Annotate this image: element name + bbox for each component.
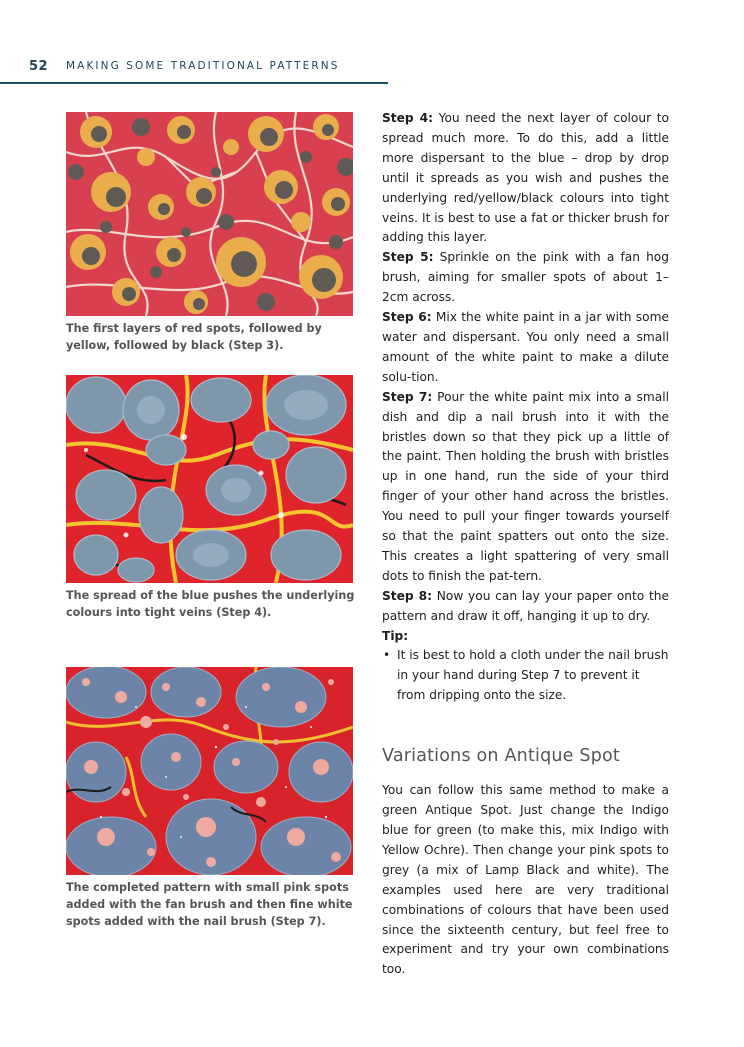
step-text: You need the next layer of colour to spread much more. To do this, add a little more dispersant to the blue – drop by drop until it spreads as you wish and pushes the underlying red/yellow/black colours into tight veins. It is best to use a fat or thicker brush for adding this layer. [382, 111, 669, 245]
figure-caption: The spread of the blue pushes the underlying colours into tight veins (Step 4). [66, 589, 355, 619]
step-label: Step 8: [382, 588, 433, 603]
tip-list [382, 646, 669, 706]
figure-caption: The completed pattern with small pink spots added with the fan brush and then fine white spots added with the nail brush (Step 7). [66, 881, 353, 928]
step-5-paragraph [382, 248, 669, 308]
step-label: Step 7: [382, 389, 433, 404]
step-6-paragraph [382, 308, 669, 388]
tip-item [382, 646, 669, 706]
variations-paragraph: You can follow this same method to make a green Antique Spot. Just change the Indigo blue for green (to make this, mix Indigo with Yellow Ochre). Then change your pink spots to grey (a mix of Lamp Black and white). The examples used here are very traditional combinations of colours that have been used since the sixteenth century, but feel free to experiment and try your own combinations too. [382, 783, 669, 977]
step-text: Mix the white paint in a jar with some water and dispersant. You only need a small amount of the white paint to make a dilute solu-tion. [382, 310, 669, 384]
step-text: Sprinkle on the pink with a fan hog brush, aiming for smaller spots of about 1–2cm across. [382, 250, 669, 305]
figure-step-3 [66, 112, 353, 354]
tip-label: Tip: [382, 628, 409, 643]
step-label: Step 6: [382, 310, 432, 325]
step-label: Step 4: [382, 111, 433, 125]
step-label: Step 5: [382, 250, 434, 265]
step-text: Now you can lay your paper onto the pattern and draw it off, hanging it up to dry. [382, 588, 669, 623]
page-number: 52 [29, 59, 49, 74]
marbled-paper-image-red-spots [66, 112, 353, 316]
step-7-paragraph [382, 388, 669, 587]
figure-step-7 [66, 667, 353, 930]
step-text: Pour the white paint mix into a small dish and dip a nail brush into it with the bristles down so that they pick up a little of the paint. Then holding the brush with bristles up in one hand, run the side of your third finger of your other hand across the bristles. You need to pull your finger towards yourself so that the paint spatters out onto the size. This creates a light spattering of very small dots to finish the pat-tern. [382, 389, 669, 583]
step-4-paragraph [382, 109, 669, 248]
figure-step-4 [66, 375, 353, 621]
marbled-paper-image-blue-veins [66, 375, 353, 583]
tip-text: It is best to hold a cloth under the nail brush in your hand during Step 7 to prevent it from dripping onto the size. [397, 648, 669, 703]
step-8-paragraph [382, 587, 669, 627]
variations-heading: Variations on Antique Spot [382, 746, 620, 767]
bullet-icon: • [383, 648, 391, 663]
marbled-paper-image-pink-spots [66, 667, 353, 875]
header-rule [0, 82, 388, 84]
figure-caption: The first layers of red spots, followed by yellow, followed by black (Step 3). [66, 322, 322, 352]
running-header [0, 56, 388, 84]
body-text-column [382, 109, 669, 980]
section-title: MAKING SOME TRADITIONAL PATTERNS [66, 60, 340, 72]
